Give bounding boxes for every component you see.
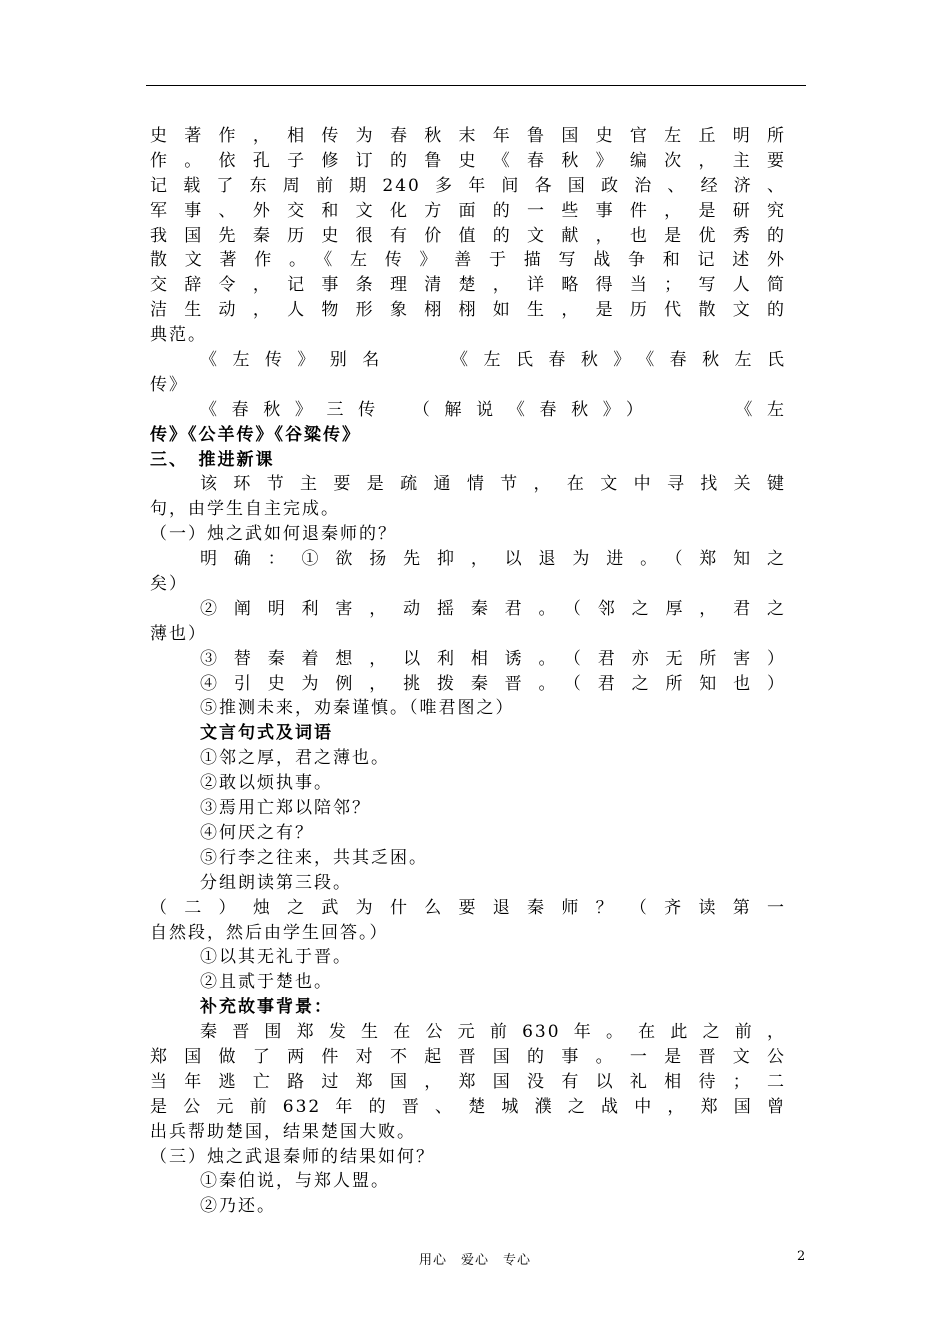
page-number: 2	[797, 1249, 806, 1264]
text-line: 传》	[150, 374, 188, 395]
subheading: 文言句式及词语	[200, 723, 333, 744]
text-line: 作。依孔子修订的鲁史《春秋》编次，主要	[150, 150, 786, 171]
example-line: ④何厌之有？	[200, 822, 314, 843]
text-line: ②阐明利害，动摇秦君。（邻之厚，君之	[200, 598, 786, 619]
text-line: 自然段，然后由学生回答。）	[150, 922, 389, 943]
question-line: （三）烛之武退秦师的结果如何？	[150, 1146, 435, 1167]
text-line: 当年逃亡路过郑国，郑国没有以礼相待；二	[150, 1071, 786, 1092]
text-line: 该环节主要是疏通情节，在文中寻找关键	[200, 474, 786, 495]
text-line: 分组朗读第三段。	[200, 872, 352, 893]
text-line: ①秦伯说，与郑人盟。	[200, 1171, 390, 1192]
example-line: ③焉用亡郑以陪邻？	[200, 798, 371, 819]
text-line: ③替秦着想，以利相诱。（君亦无所害）	[200, 648, 786, 669]
text-line: 传》《公羊传》《谷粱传》	[150, 424, 361, 445]
text-line: 散文著作。《左传》善于描写战争和记述外	[150, 250, 786, 271]
text-line: ⑤推测未来，劝秦谨慎。（唯君图之）	[200, 698, 515, 719]
text-line: 军事、外交和文化方面的一些事件，是研究	[150, 200, 786, 221]
section-heading: 三、 推进新课	[150, 449, 275, 470]
text-line: 矣）	[150, 574, 188, 595]
document-body	[150, 124, 786, 1219]
text-line: 《左传》别名 《左氏春秋》《春秋左氏	[200, 350, 786, 371]
text-line: ②且贰于楚也。	[200, 972, 333, 993]
question-line: （二）烛之武为什么要退秦师？（齐读第一	[150, 897, 786, 918]
question-line: （一）烛之武如何退秦师的？	[150, 524, 397, 545]
text-line: 洁生动，人物形象栩栩如生，是历代散文的	[150, 300, 786, 321]
text-line: 我国先秦历史很有价值的文献，也是优秀的	[150, 225, 786, 246]
example-line: ②敢以烦执事。	[200, 773, 333, 794]
text-line: 句，由学生自主完成。	[150, 499, 340, 520]
text-line: 出兵帮助楚国，结果楚国大败。	[150, 1121, 416, 1142]
text-line: 明确：①欲扬先抑，以退为进。（郑知之	[200, 549, 786, 570]
text-line: ④引史为例，挑拨秦晋。（君之所知也）	[200, 673, 786, 694]
text-line: 《春秋》三传 （解说《春秋》） 《左	[200, 399, 786, 420]
text-line: 史著作，相传为春秋末年鲁国史官左丘明所	[150, 126, 786, 146]
text-line: 交辞令，记事条理清楚，详略得当；写人简	[150, 275, 786, 296]
footer-motto: 用心 爱心 专心	[418, 1253, 531, 1268]
text-line: ②乃还。	[200, 1196, 276, 1217]
text-line: 薄也）	[150, 623, 207, 644]
text-line: 是公元前632年的晋、楚城濮之战中，郑国曾	[150, 1096, 786, 1117]
example-line: ⑤行李之往来，共其乏困。	[200, 847, 428, 868]
text-line: 记载了东周前期240多年间各国政治、经济、	[150, 175, 786, 196]
subheading: 补充故事背景：	[200, 997, 333, 1018]
text-line: ①以其无礼于晋。	[200, 947, 352, 968]
text-line: 典范。	[150, 325, 207, 346]
example-line: ①邻之厚，君之薄也。	[200, 748, 390, 769]
text-line: 郑国做了两件对不起晋国的事。一是晋文公	[150, 1046, 786, 1067]
text-line: 秦晋围郑发生在公元前630年。在此之前，	[200, 1022, 786, 1043]
header-rule	[146, 85, 806, 86]
